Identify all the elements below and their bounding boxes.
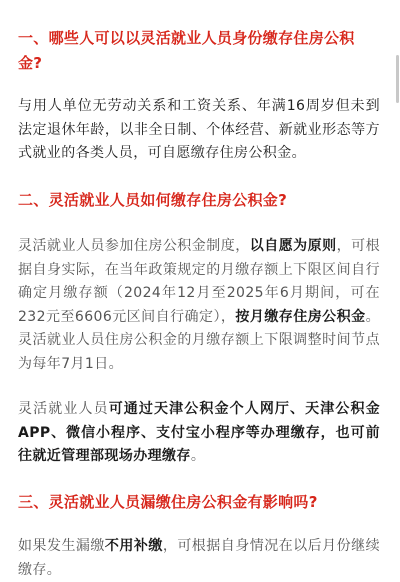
section-3-paragraph-1-run-3: ，可根据自身情况在以后月份继续缴存。 xyxy=(18,538,381,578)
section-2-paragraph-2-run-3: 。 xyxy=(190,448,206,464)
vertical-scrollbar[interactable] xyxy=(396,55,399,103)
section-3-paragraph-1-run-1: 如果发生漏缴 xyxy=(18,538,105,554)
section-3 xyxy=(18,490,382,515)
section-1-title-line1: 一、哪些人可以以灵活就业人员身份缴存住房公积 xyxy=(18,29,355,47)
section-2-title xyxy=(18,188,382,213)
section-1-paragraph-1 xyxy=(18,95,380,166)
section-2-title-line1: 二、灵活就业人员如何缴存住房公积金? xyxy=(18,191,288,209)
section-2-paragraph-2 xyxy=(18,398,380,469)
section-3-paragraph-1 xyxy=(18,535,380,582)
section-3-title-line1: 三、灵活就业人员漏缴住房公积金有影响吗? xyxy=(18,493,318,511)
section-2-paragraph-2-run-2: 可通过天津公积金个人网厅、天津公积金APP、微信小程序、支付宝小程序等办理缴存，也可前往就近管理部现场办理缴存 xyxy=(18,401,381,464)
section-2-paragraph-1-run-3: ，可根据自身实际，在当年政策规定的月缴存额上下限区间自行确定月缴存额（2024年12月至2025年6月期间，可在232元至6606元区间自行确定）， xyxy=(18,238,381,325)
section-1 xyxy=(18,26,382,76)
section-2 xyxy=(18,188,382,213)
section-3-title xyxy=(18,490,382,515)
section-2-paragraph-1-run-2: 以自愿为原则 xyxy=(249,238,337,254)
section-3-paragraph-1-run-2: 不用补缴 xyxy=(104,538,163,554)
section-2-paragraph-1-run-4: 按月缴存住房公积金 xyxy=(235,308,366,325)
section-1-title xyxy=(18,26,382,76)
section-1-title-line2: 金? xyxy=(18,54,43,72)
section-2-paragraph-1-run-5: 。灵活就业人员住房公积金的月缴存额上下限调整时间节点为每年7月1日。 xyxy=(18,308,380,372)
section-2-paragraph-1-run-1: 灵活就业人员参加住房公积金制度， xyxy=(18,238,250,254)
section-2-paragraph-1 xyxy=(18,235,380,376)
section-1-paragraph-1-run-1: 与用人单位无劳动关系和工资关系、年满16周岁但未到法定退休年龄，以非全日制、个体经营、新就业形态等方式就业的各类人员，可自愿缴存住房公积金。 xyxy=(18,98,380,161)
section-2-paragraph-2-run-1: 灵活就业人员 xyxy=(18,401,109,417)
